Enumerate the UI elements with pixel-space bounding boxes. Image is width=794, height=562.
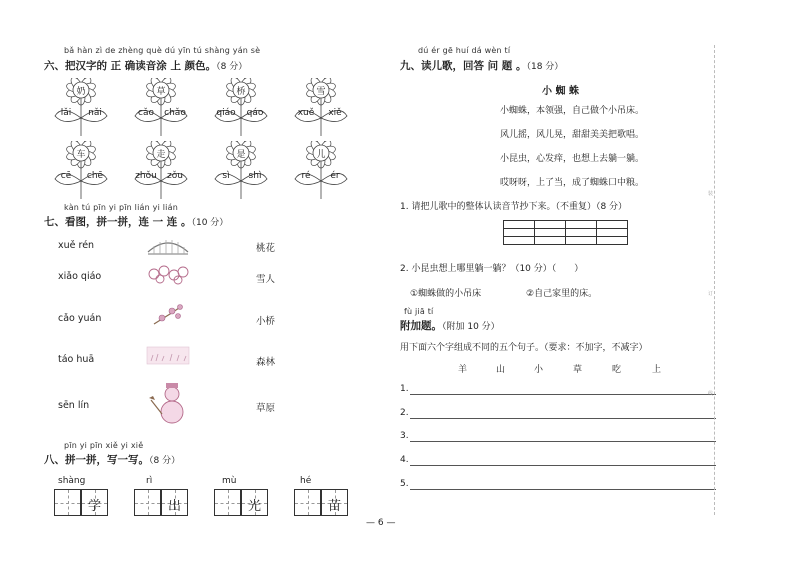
flower-pinyin-option-a[interactable]: ré <box>301 171 311 181</box>
q7-title-text: 七、看图，拼一拼，连 一 连 。 <box>44 216 192 228</box>
q8-box-1a[interactable] <box>134 489 161 516</box>
flower-pinyin-option-b[interactable]: qáo <box>246 108 264 118</box>
q8-box-0b <box>81 489 108 516</box>
extra-char-3: 草 <box>573 365 583 375</box>
margin-mark-2: 线 <box>708 391 714 397</box>
q7-left-2: cǎo yuán <box>58 313 102 324</box>
poem-line-2: 小昆虫，心发痒，也想上去躺一躺。 <box>500 154 645 164</box>
flower-pinyin-option-b[interactable]: ér <box>330 171 340 181</box>
binding-line <box>714 45 715 515</box>
q9-score: （18 分） <box>526 62 564 72</box>
extra-title-text: 附加题。 <box>400 320 442 332</box>
meadow-picture <box>146 344 190 366</box>
poem-line-1: 风儿摇，风儿晃，甜甜美美把歌唱。 <box>500 130 645 140</box>
q9-sub1: 1. 请把儿歌中的整体认读音节抄下来。（不重复）（8 分） <box>400 202 628 212</box>
q9-pinyin: dú ér gē huí dá wèn tí <box>418 46 511 55</box>
flower-2 <box>212 78 270 138</box>
q7-left-3: táo huā <box>58 354 95 365</box>
q8-box-3b <box>321 489 348 516</box>
bridge-picture <box>146 232 190 256</box>
flower-pinyin-option-b[interactable]: shì <box>248 171 262 181</box>
q8-char-3: 苗 <box>327 499 341 514</box>
flower-pinyin-option-b[interactable]: chē <box>86 171 104 181</box>
q7-right-4: 草原 <box>256 403 276 414</box>
q9-option-2[interactable]: ②自己家里的床。 <box>526 289 598 299</box>
answer-line-3[interactable] <box>410 441 716 442</box>
q7-left-4: sēn lín <box>58 400 90 411</box>
extra-char-5: 上 <box>652 365 662 375</box>
q7-pinyin: kàn tú pīn yi pīn lián yi lián <box>64 203 178 212</box>
q8-box-2b <box>241 489 268 516</box>
extra-instruction: 用下面六个字组成不同的五个句子。（要求：不加字，不减字） <box>400 343 648 353</box>
q7-title <box>44 214 228 229</box>
flower-char: 草 <box>156 87 166 97</box>
extra-title <box>400 318 500 333</box>
extra-line-label-4: 5. <box>400 479 409 489</box>
flowers-picture <box>146 263 190 285</box>
q8-box-1b <box>161 489 188 516</box>
poem-line-3: 哎呀呀，上了当，成了蜘蛛口中粮。 <box>500 178 645 188</box>
flower-char: 走 <box>156 150 166 160</box>
flower-5 <box>132 141 190 201</box>
q9-title-text: 九、读儿歌，回答 问 题 。 <box>400 60 527 72</box>
q8-box-2a[interactable] <box>214 489 241 516</box>
flower-char: 儿 <box>316 150 326 160</box>
flower-pinyin-option-a[interactable]: sì <box>222 171 230 181</box>
extra-char-2: 小 <box>534 365 544 375</box>
flower-char: 奶 <box>76 87 86 97</box>
q6-score: （8 分） <box>216 62 248 72</box>
flower-7 <box>292 141 350 201</box>
flower-pinyin-option-b[interactable]: xiě <box>328 108 342 118</box>
q8-py-0: shàng <box>58 476 86 486</box>
q7-score: （10 分） <box>191 218 229 228</box>
extra-line-label-2: 3. <box>400 431 409 441</box>
flower-char: 桥 <box>236 87 246 97</box>
flower-6 <box>212 141 270 201</box>
q8-box-0a[interactable] <box>54 489 81 516</box>
q7-right-2: 小桥 <box>256 316 276 327</box>
extra-line-label-1: 2. <box>400 408 409 418</box>
q9-option-1[interactable]: ①蜘蛛做的小吊床 <box>410 289 482 299</box>
q8-py-2: mù <box>222 476 237 486</box>
q8-pinyin: pīn yi pīn xiě yi xiě <box>64 441 144 450</box>
margin-mark-1: 订 <box>708 291 714 297</box>
q8-title-text: 八、拼一拼，写一写。 <box>44 454 149 466</box>
q8-char-1: 出 <box>167 499 181 514</box>
flower-pinyin-option-a[interactable]: zhǒu <box>135 171 157 181</box>
q7-left-1: xiǎo qiáo <box>58 271 102 282</box>
flower-char: 雪 <box>316 87 326 97</box>
flower-0 <box>52 78 110 138</box>
branch-picture <box>150 302 186 328</box>
flower-char: 车 <box>76 150 86 160</box>
poem-line-0: 小蜘蛛，本领强，自己做个小吊床。 <box>500 106 645 116</box>
extra-char-4: 吃 <box>612 365 622 375</box>
extra-pinyin: fù jiā tí <box>404 307 434 316</box>
q9-sub2: 2. 小昆虫想上哪里躺一躺？（10 分）（ ） <box>400 264 584 274</box>
page-number: — 6 — <box>366 518 396 528</box>
q6-pinyin: bǎ hàn zì de zhèng què dú yīn tú shàng yán sè <box>64 46 261 55</box>
answer-table[interactable] <box>503 220 628 245</box>
q6-title-text: 六、把汉字的 正 确读音涂 上 颜色。 <box>44 60 217 72</box>
answer-line-5[interactable] <box>410 489 716 490</box>
q7-right-0: 桃花 <box>256 243 276 254</box>
q7-right-3: 森林 <box>256 357 276 368</box>
flower-pinyin-option-a[interactable]: qiáo <box>216 108 236 118</box>
flower-pinyin-option-b[interactable]: chǎo <box>164 108 186 118</box>
flower-1 <box>132 78 190 138</box>
extra-line-label-3: 4. <box>400 455 409 465</box>
q8-box-3a[interactable] <box>294 489 321 516</box>
q8-char-0: 学 <box>87 499 101 514</box>
answer-line-4[interactable] <box>410 465 716 466</box>
flower-pinyin-option-a[interactable]: xuě <box>297 108 315 118</box>
extra-line-label-0: 1. <box>400 384 409 394</box>
extra-char-1: 山 <box>496 365 506 375</box>
flower-pinyin-option-a[interactable]: lǎi <box>60 108 72 118</box>
extra-char-0: 羊 <box>458 365 468 375</box>
margin-mark-0: 装 <box>708 191 714 197</box>
flower-pinyin-option-a[interactable]: cǎo <box>138 108 154 118</box>
answer-line-1[interactable] <box>410 394 716 395</box>
q7-left-0: xuě rén <box>58 240 95 251</box>
q8-py-3: hé <box>300 476 312 486</box>
q8-py-1: rì <box>146 476 153 486</box>
extra-score: （附加 10 分） <box>442 322 500 332</box>
flower-4 <box>52 141 110 201</box>
flower-char: 是 <box>236 150 246 160</box>
q7-right-1: 雪人 <box>256 274 276 285</box>
snowman-picture <box>148 380 190 426</box>
flower-pinyin-option-a[interactable]: cē <box>60 171 72 181</box>
flower-pinyin-option-b[interactable]: zǒu <box>167 171 183 181</box>
poem-title: 小 蜘 蛛 <box>542 86 579 97</box>
q8-title <box>44 452 180 467</box>
flower-pinyin-option-b[interactable]: nǎi <box>88 108 102 118</box>
q9-title <box>400 58 563 73</box>
flower-3 <box>292 78 350 138</box>
q8-score: （8 分） <box>149 456 181 466</box>
q6-title <box>44 58 247 73</box>
q8-char-2: 光 <box>247 499 261 514</box>
answer-line-2[interactable] <box>410 418 716 419</box>
